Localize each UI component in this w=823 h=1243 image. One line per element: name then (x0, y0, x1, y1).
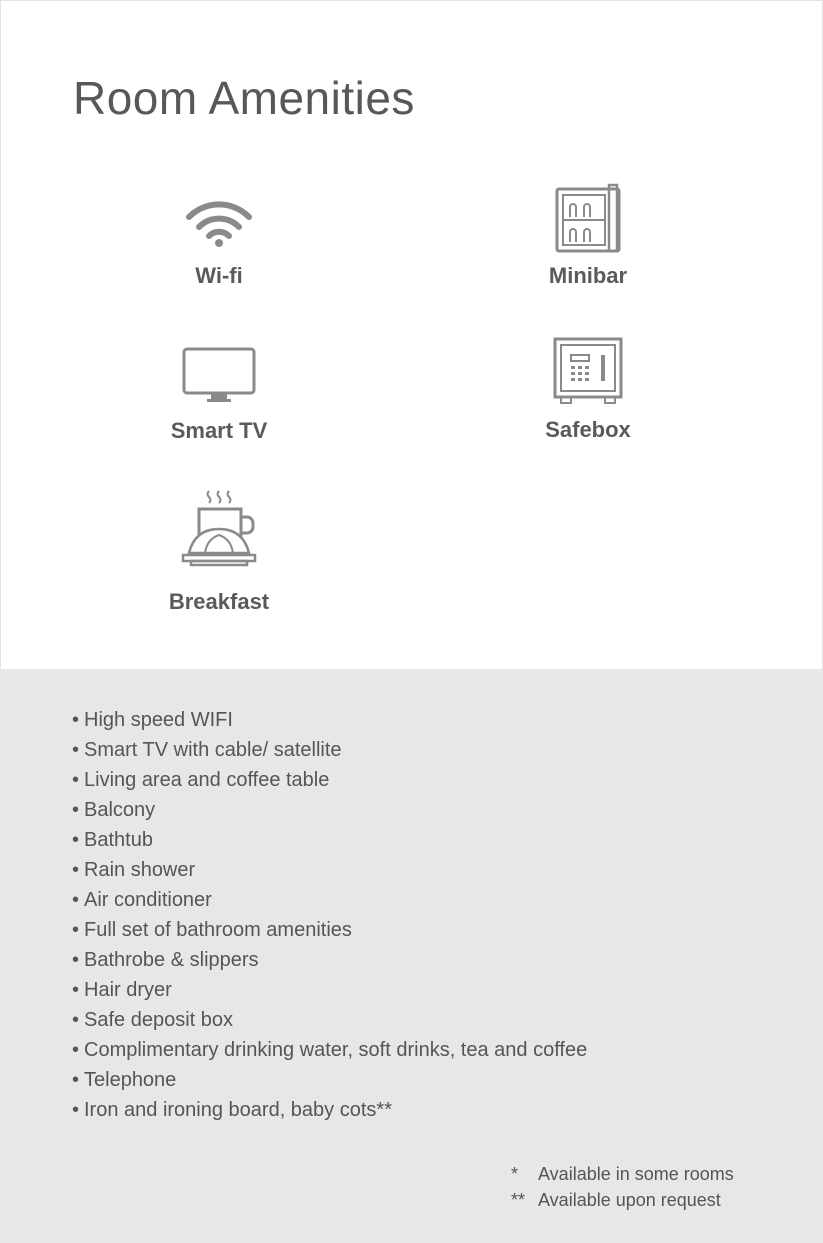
amenity-smart-tv (119, 346, 319, 444)
amenity-minibar (488, 183, 688, 289)
bullet-mark: • (72, 799, 80, 821)
amenity-list-text: Iron and ironing board, baby cots** (84, 1099, 392, 1121)
amenity-list-text: Hair dryer (84, 979, 172, 1001)
amenity-breakfast (119, 487, 319, 615)
amenity-label: Minibar (548, 263, 628, 288)
amenity-list-text: Safe deposit box (84, 1009, 233, 1031)
bullet-mark: • (72, 709, 80, 731)
bullet-mark: • (72, 1009, 80, 1031)
amenity-list-text: Rain shower (84, 859, 196, 881)
page-title: Room Amenities (73, 72, 415, 124)
bullet-mark: • (72, 739, 80, 761)
footnote (511, 1161, 734, 1187)
bullet-mark: • (72, 829, 80, 851)
breakfast-icon (177, 487, 261, 571)
amenity-list-text: Smart TV with cable/ satellite (84, 739, 342, 761)
bullet-mark: • (72, 1069, 80, 1091)
amenity-list-text: Telephone (84, 1069, 177, 1091)
bullet-mark: • (72, 859, 80, 881)
amenity-list-item (72, 1035, 587, 1065)
amenity-label: Breakfast (168, 589, 270, 614)
amenity-label: Safebox (545, 417, 631, 442)
amenity-safebox (488, 337, 688, 443)
amenity-list-item (72, 1095, 587, 1125)
footnote (511, 1187, 734, 1213)
amenity-list-text: Complimentary drinking water, soft drinks, tea and coffee (84, 1039, 588, 1061)
wifi-icon (184, 197, 254, 249)
footnotes (511, 1161, 734, 1213)
amenity-list-item (72, 945, 587, 975)
footnote-mark: * (511, 1164, 519, 1184)
bullet-mark: • (72, 919, 80, 941)
amenity-wifi (119, 197, 319, 289)
footnote-mark: ** (511, 1190, 526, 1210)
footnote-text: Available in some rooms (538, 1164, 734, 1184)
amenity-list-text: Bathrobe & slippers (84, 949, 259, 971)
amenity-list-text: High speed WIFI (84, 709, 233, 731)
amenity-list-item (72, 795, 587, 825)
amenity-list-text: Balcony (84, 799, 156, 821)
safe-icon (553, 337, 623, 405)
amenities-list-section (0, 669, 823, 1243)
amenity-label: Wi-fi (195, 263, 243, 288)
bullet-mark: • (72, 1099, 80, 1121)
minibar-icon (553, 183, 623, 253)
amenity-list-item (72, 915, 587, 945)
amenities-list (72, 705, 587, 1125)
amenity-list-item (72, 765, 587, 795)
bullet-mark: • (72, 769, 80, 791)
amenity-list-item (72, 855, 587, 885)
amenity-list-text: Full set of bathroom amenities (84, 919, 352, 941)
footnote-text: Available upon request (538, 1190, 721, 1210)
bullet-mark: • (72, 1039, 80, 1061)
amenity-list-item (72, 975, 587, 1005)
amenity-list-text: Bathtub (84, 829, 153, 851)
amenity-list-text: Air conditioner (84, 889, 212, 911)
amenity-list-item (72, 705, 587, 735)
bullet-mark: • (72, 889, 80, 911)
amenity-list-item (72, 825, 587, 855)
bullet-mark: • (72, 949, 80, 971)
amenity-list-item (72, 1005, 587, 1035)
amenity-label: Smart TV (170, 418, 268, 443)
tv-icon (182, 346, 256, 406)
amenity-list-item (72, 885, 587, 915)
bullet-mark: • (72, 979, 80, 1001)
amenity-list-text: Living area and coffee table (84, 769, 330, 791)
amenity-list-item (72, 735, 587, 765)
amenity-list-item (72, 1065, 587, 1095)
